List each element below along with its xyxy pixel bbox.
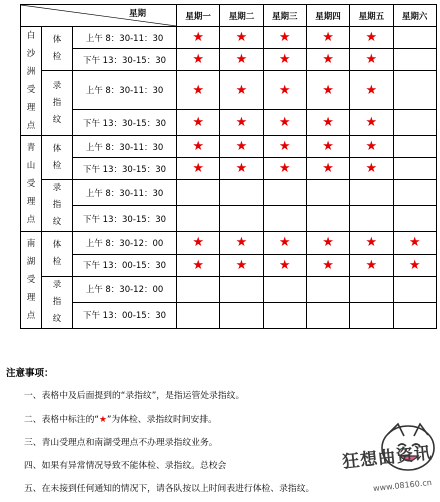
schedule-table [20, 4, 437, 329]
schedule-cell [220, 110, 263, 136]
service-cell: 录 指 纹 [42, 71, 73, 136]
watermark-url: www.08160.cn [372, 477, 433, 494]
schedule-cell [306, 71, 349, 110]
day-header-tue: 星期二 [220, 5, 263, 27]
schedule-cell [306, 136, 349, 158]
schedule-cell [177, 71, 220, 110]
schedule-cell [263, 206, 306, 232]
star-icon: ★ [365, 82, 378, 98]
schedule-cell [220, 276, 263, 302]
star-icon: ★ [365, 235, 378, 251]
star-icon: ★ [365, 161, 378, 177]
schedule-cell [263, 71, 306, 110]
star-icon: ★ [322, 235, 334, 251]
schedule-cell [220, 254, 263, 276]
star-icon: ★ [322, 52, 334, 68]
star-icon: ★ [235, 235, 248, 251]
star-icon: ★ [278, 115, 291, 130]
table-row [21, 254, 437, 276]
time-slot-cell: 上午 8：30-11：30 [73, 180, 177, 206]
star-icon: ★ [322, 115, 334, 130]
schedule-cell [220, 136, 263, 158]
time-slot-cell: 上午 8：30-11：30 [73, 71, 177, 110]
star-icon: ★ [365, 52, 378, 68]
schedule-cell [393, 232, 436, 254]
star-icon: ★ [235, 161, 248, 177]
note-text: 三、青山受理点和南湖受理点不办理录指纹业务。 [24, 437, 218, 448]
table-row [21, 302, 437, 328]
star-icon: ★ [192, 52, 204, 68]
schedule-cell [350, 158, 393, 180]
star-icon: ★ [192, 139, 204, 155]
schedule-cell [350, 276, 393, 302]
schedule-body [21, 5, 437, 329]
star-icon: ★ [192, 257, 204, 273]
schedule-cell [350, 27, 393, 49]
time-slot-cell: 下午 13：30-15：30 [73, 206, 177, 232]
time-slot-cell: 下午 13：30-15：30 [73, 49, 177, 71]
star-icon: ★ [408, 257, 421, 273]
schedule-cell [263, 27, 306, 49]
site-cell: 南 湖 受 理 点 [21, 232, 42, 328]
schedule-cell [350, 71, 393, 110]
schedule-cell [306, 49, 349, 71]
day-header-fri: 星期五 [350, 5, 393, 27]
table-row [21, 27, 437, 49]
schedule-cell [350, 49, 393, 71]
star-icon: ★ [278, 235, 291, 251]
star-icon: ★ [235, 115, 248, 130]
schedule-cell [306, 110, 349, 136]
schedule-cell [350, 254, 393, 276]
site-cell: 青 山 受 理 点 [21, 136, 42, 232]
time-slot-cell: 下午 13：00-15：30 [73, 254, 177, 276]
star-icon: ★ [235, 30, 248, 46]
schedule-cell [263, 49, 306, 71]
schedule-cell [350, 136, 393, 158]
service-cell: 录 指 纹 [42, 276, 73, 328]
schedule-cell [306, 206, 349, 232]
service-cell: 体 检 [42, 136, 73, 180]
schedule-cell [306, 27, 349, 49]
table-row [21, 136, 437, 158]
star-icon: ★ [278, 161, 291, 177]
schedule-cell [350, 206, 393, 232]
diagonal-line [21, 5, 176, 26]
star-icon: ★ [408, 235, 421, 251]
table-row [21, 71, 437, 110]
star-icon: ★ [365, 115, 378, 130]
day-header-wed: 星期三 [263, 5, 306, 27]
schedule-cell [393, 49, 436, 71]
schedule-cell [220, 206, 263, 232]
schedule-cell [263, 110, 306, 136]
corner-label: 星期 [129, 9, 147, 19]
schedule-cell [177, 158, 220, 180]
time-slot-cell: 上午 8：30-11：30 [73, 136, 177, 158]
schedule-cell [220, 49, 263, 71]
time-slot-cell: 上午 8：30-11：30 [73, 27, 177, 49]
schedule-cell [306, 276, 349, 302]
schedule-cell [220, 302, 263, 328]
schedule-cell [177, 27, 220, 49]
schedule-cell [177, 232, 220, 254]
schedule-cell [350, 232, 393, 254]
table-row [21, 206, 437, 232]
star-icon: ★ [322, 161, 334, 177]
star-icon: ★ [278, 82, 291, 98]
star-icon: ★ [322, 82, 334, 98]
corner-header-cell [21, 5, 177, 27]
schedule-cell [263, 302, 306, 328]
star-icon: ★ [322, 139, 334, 155]
day-header-sat: 星期六 [393, 5, 436, 27]
schedule-cell [263, 254, 306, 276]
watermark-text: 狂想曲资讯 [341, 443, 434, 473]
schedule-cell [350, 302, 393, 328]
schedule-cell [220, 232, 263, 254]
service-cell: 体 检 [42, 232, 73, 276]
schedule-cell [177, 110, 220, 136]
service-cell: 录 指 纹 [42, 180, 73, 232]
schedule-cell [263, 276, 306, 302]
star-icon: ★ [322, 30, 334, 46]
star-icon: ★ [278, 257, 291, 273]
schedule-cell [393, 136, 436, 158]
schedule-cell [393, 158, 436, 180]
star-icon: ★ [278, 30, 291, 46]
star-icon: ★ [192, 161, 204, 177]
star-icon: ★ [365, 139, 378, 155]
schedule-cell [350, 180, 393, 206]
schedule-cell [393, 302, 436, 328]
table-row [21, 180, 437, 206]
star-icon: ★ [192, 235, 204, 251]
star-icon: ★ [235, 139, 248, 155]
schedule-cell [306, 302, 349, 328]
time-slot-cell: 下午 13：00-15：30 [73, 302, 177, 328]
service-cell: 体 检 [42, 27, 73, 71]
time-slot-cell: 下午 13：30-15：30 [73, 158, 177, 180]
schedule-cell [177, 276, 220, 302]
schedule-cell [393, 276, 436, 302]
star-icon: ★ [235, 52, 248, 68]
schedule-cell [177, 180, 220, 206]
schedule-cell [263, 180, 306, 206]
note-text: ”为体检、录指纹时间安排。 [106, 414, 217, 425]
table-row [21, 49, 437, 71]
star-icon: ★ [322, 257, 334, 273]
table-row [21, 110, 437, 136]
schedule-cell [393, 27, 436, 49]
schedule-cell [306, 254, 349, 276]
star-icon: ★ [235, 82, 248, 98]
notes-title: 注意事项： [6, 368, 54, 379]
day-header-mon: 星期一 [177, 5, 220, 27]
schedule-cell [306, 158, 349, 180]
time-slot-cell: 上午 8：30-12：00 [73, 276, 177, 302]
schedule-cell [177, 206, 220, 232]
note-text: 五、在未接到任何通知的情况下，请各队按以上时间表进行体检、录指纹。 [24, 484, 315, 495]
time-slot-cell: 下午 13：30-15：30 [73, 110, 177, 136]
watermark-logo [258, 398, 438, 498]
schedule-cell [393, 254, 436, 276]
schedule-cell [177, 49, 220, 71]
schedule-cell [393, 206, 436, 232]
schedule-cell [350, 110, 393, 136]
schedule-cell [220, 27, 263, 49]
schedule-cell [393, 110, 436, 136]
note-text: 二、表格中标注的“ [24, 414, 99, 425]
note-text: 四、如果有异常情况导致不能体检、录指纹。总校会 [24, 461, 227, 472]
star-icon: ★ [98, 414, 107, 425]
schedule-cell [220, 71, 263, 110]
schedule-cell [220, 180, 263, 206]
schedule-cell [263, 232, 306, 254]
schedule-cell [393, 71, 436, 110]
header-row [21, 5, 437, 27]
star-icon: ★ [192, 30, 204, 46]
schedule-cell [306, 180, 349, 206]
note-text: 一、表格中及后面提到的“录指纹”，是指运管处录指纹。 [24, 391, 245, 402]
schedule-cell [177, 136, 220, 158]
day-header-thu: 星期四 [306, 5, 349, 27]
table-row [21, 232, 437, 254]
star-icon: ★ [192, 82, 204, 98]
schedule-cell [177, 302, 220, 328]
schedule-cell [306, 232, 349, 254]
table-row [21, 158, 437, 180]
schedule-cell [177, 254, 220, 276]
star-icon: ★ [278, 139, 291, 155]
site-cell: 白 沙 洲 受 理 点 [21, 27, 42, 136]
table-row [21, 276, 437, 302]
star-icon: ★ [278, 52, 291, 68]
schedule-cell [220, 158, 263, 180]
time-slot-cell: 上午 8：30-12：00 [73, 232, 177, 254]
schedule-cell [393, 180, 436, 206]
star-icon: ★ [365, 30, 378, 46]
star-icon: ★ [365, 257, 378, 273]
schedule-cell [263, 158, 306, 180]
schedule-cell [263, 136, 306, 158]
star-icon: ★ [235, 257, 248, 273]
star-icon: ★ [192, 115, 204, 130]
